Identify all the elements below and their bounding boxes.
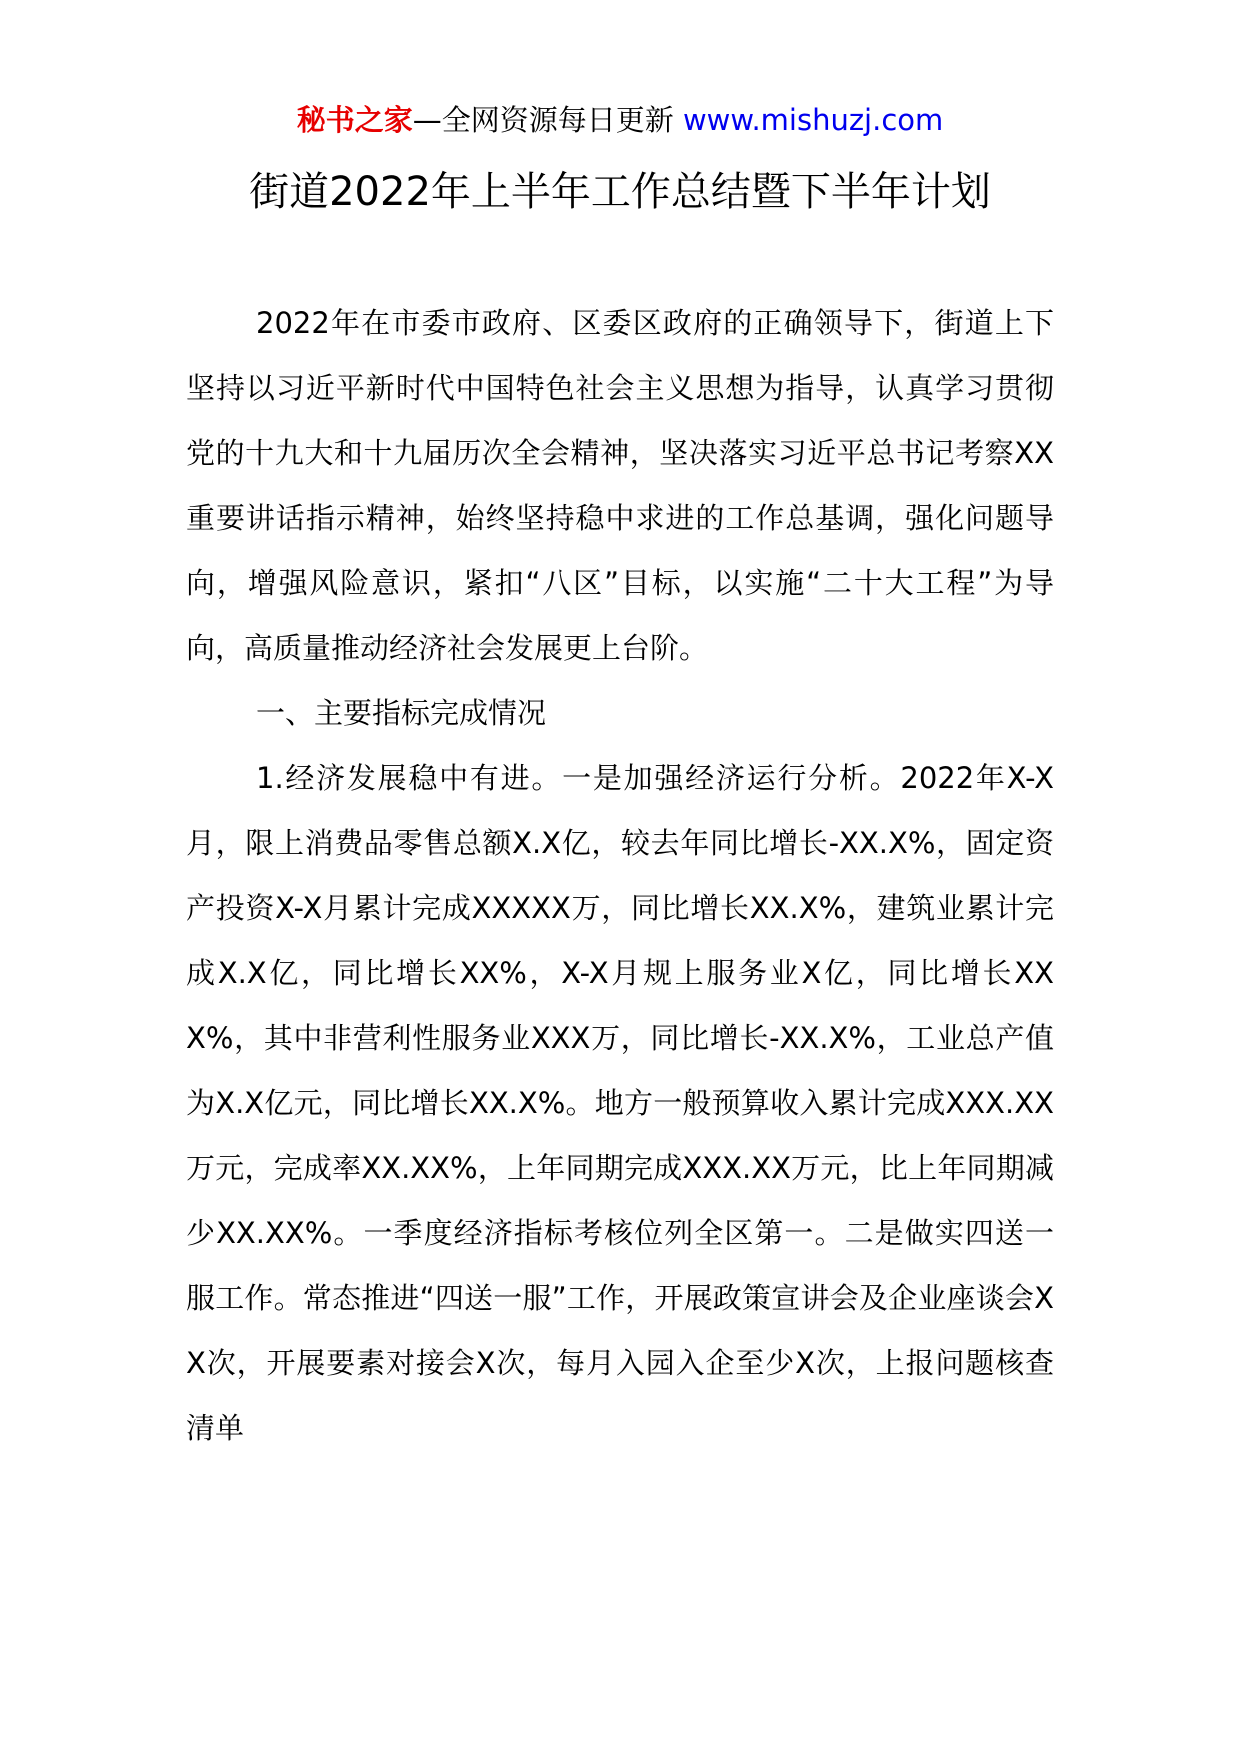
document-title: 街道2022年上半年工作总结暨下半年计划 bbox=[249, 169, 991, 215]
section-heading: 一、主要指标完成情况 bbox=[256, 696, 547, 730]
document-body bbox=[186, 291, 1054, 1461]
body-paragraph: 1.经济发展稳中有进。一是加强经济运行分析。2022年X-X月，限上消费品零售总额X.X亿，较去年同比增长-XX.X%，固定资产投资X-X月累计完成XXXXX万，同比增长XX.X%，建筑业累计完成X.X亿，同比增长XX%，X-X月规上服务业X亿，同比增长XXX%，其中非营利性服务业XXX万，同比增长-XX.X%，工业总产值为X.X亿元，同比增长XX.X%。地方一般预算收入累计完成XXX.XX万元，完成率XX.XX%，上年同期完成XXX.XX万元，比上年同期减少XX.XX%。一季度经济指标考核位列全区第一。二是做实四送一服工作。常态推进“四送一服”工作，开展政策宣讲会及企业座谈会XX次，开展要素对接会X次，每月入园入企至少X次，上报问题核查清单 bbox=[186, 761, 1054, 1445]
site-brand: 秘书之家 bbox=[296, 103, 413, 137]
site-header bbox=[0, 100, 1240, 140]
intro-paragraph: 2022年在市委市政府、区委区政府的正确领导下，街道上下坚持以习近平新时代中国特色社会主义思想为指导，认真学习贯彻党的十九大和十九届历次全会精神，坚决落实习近平总书记考察XX重要讲话指示精神，始终坚持稳中求进的工作总基调，强化问题导向，增强风险意识，紧扣“八区”目标，以实施“二十大工程”为导向，高质量推动经济社会发展更上台阶。 bbox=[186, 306, 1054, 665]
site-url-link[interactable]: www.mishuzj.com bbox=[682, 103, 944, 137]
site-tagline: —全网资源每日更新 bbox=[412, 103, 674, 137]
